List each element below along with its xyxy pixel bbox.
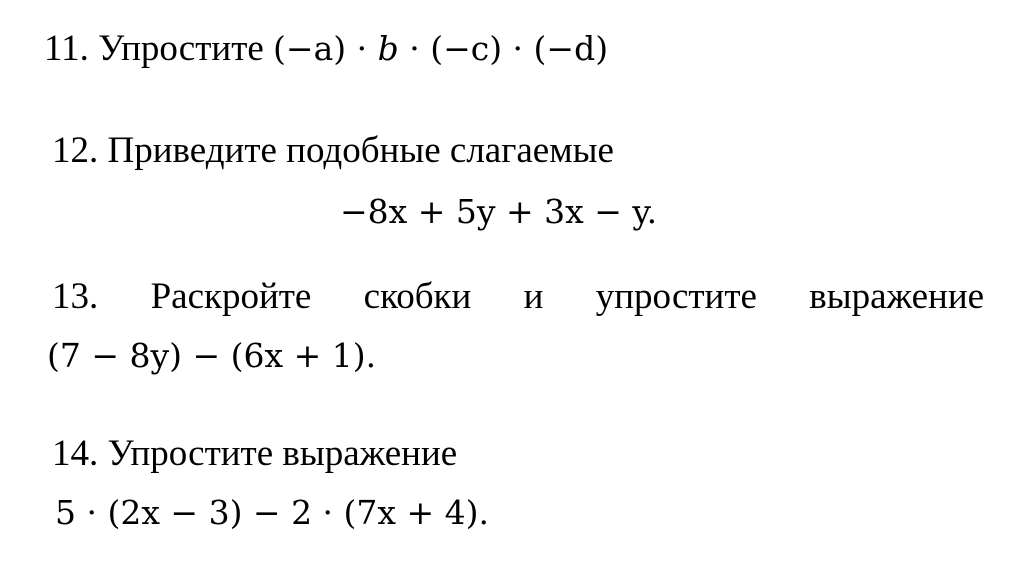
problem-13-word: упростите (595, 276, 757, 317)
problem-14-number: 14. (52, 433, 99, 474)
problem-14-text: Упростите выражение (107, 433, 458, 474)
problem-13-word: и (523, 276, 544, 317)
problem-13 (52, 275, 984, 319)
problem-12 (52, 129, 614, 173)
problem-14 (52, 432, 457, 476)
problem-11-expr-part-a: (−a) · (273, 29, 378, 68)
problem-13-expression: (7 − 8y) − (6x + 1). (47, 336, 377, 375)
problem-13-number: 13. (52, 276, 99, 317)
problem-12-text: Приведите подобные слагаемые (107, 130, 614, 171)
problem-11-expr-part-c: · (−c) · (−d) (398, 29, 609, 68)
problem-13-word: Раскройте (150, 276, 312, 317)
problem-11-text: Упростите (98, 28, 264, 69)
problem-12-expression: −8x + 5y + 3x − y. (340, 192, 658, 231)
problem-13-word: выражение (809, 276, 985, 317)
problem-11-expression (273, 29, 608, 68)
problem-12-number: 12. (52, 130, 99, 171)
problem-14-expression: 5 · (2x − 3) − 2 · (7x + 4). (55, 493, 490, 532)
problem-13-word: скобки (363, 276, 472, 317)
problem-11-expr-part-b: b (377, 29, 399, 68)
problem-11-number: 11. (44, 28, 89, 69)
problem-11 (44, 27, 608, 71)
